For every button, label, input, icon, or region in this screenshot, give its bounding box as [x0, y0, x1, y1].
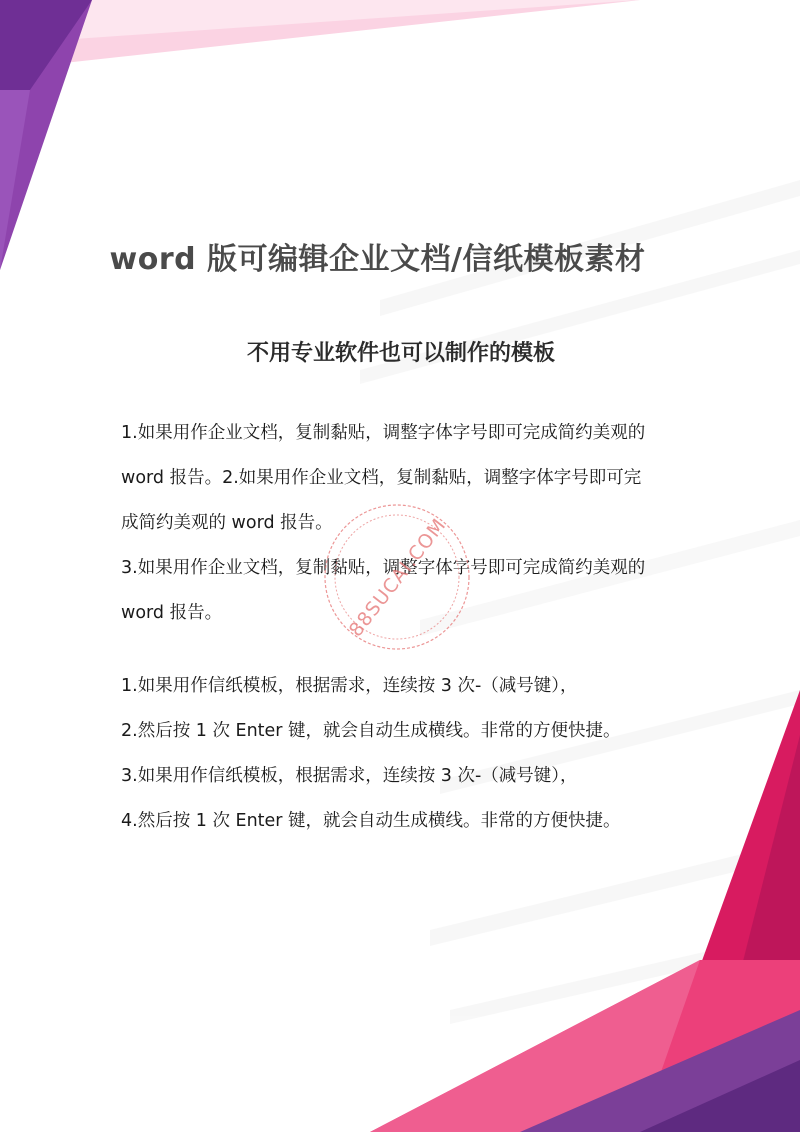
paragraph-line: 2.然后按 1 次 Enter 键，就会自动生成横线。非常的方便快捷。 — [121, 721, 621, 741]
top-light-band — [60, 0, 640, 40]
paragraph-line: word 报告。 — [121, 603, 223, 623]
paragraph-line: 1.如果用作信纸模板，根据需求，连续按 3 次-（减号键）， — [121, 676, 578, 696]
document-subtitle: 不用专业软件也可以制作的模板 — [246, 341, 555, 366]
document-title: word 版可编辑企业文档/信纸模板素材 — [109, 242, 646, 277]
paragraph-line: 1.如果用作企业文档，复制黏贴，调整字体字号即可完成简约美观的 — [121, 423, 646, 443]
paragraph-block-letterhead — [121, 664, 691, 844]
paragraph-line: 3.如果用作企业文档，复制黏贴，调整字体字号即可完成简约美观的 — [121, 558, 646, 578]
paragraph-line: word 报告。2.如果用作企业文档，复制黏贴，调整字体字号即可完 — [121, 468, 642, 488]
watermark-text: 88SUCAI.COM — [344, 514, 451, 641]
paragraph-line: 3.如果用作信纸模板，根据需求，连续按 3 次-（减号键）， — [121, 766, 578, 786]
paragraph-line: 成简约美观的 word 报告。 — [121, 513, 333, 533]
watermark-stamp — [318, 498, 476, 656]
paragraph-line: 4.然后按 1 次 Enter 键，就会自动生成横线。非常的方便快捷。 — [121, 811, 621, 831]
